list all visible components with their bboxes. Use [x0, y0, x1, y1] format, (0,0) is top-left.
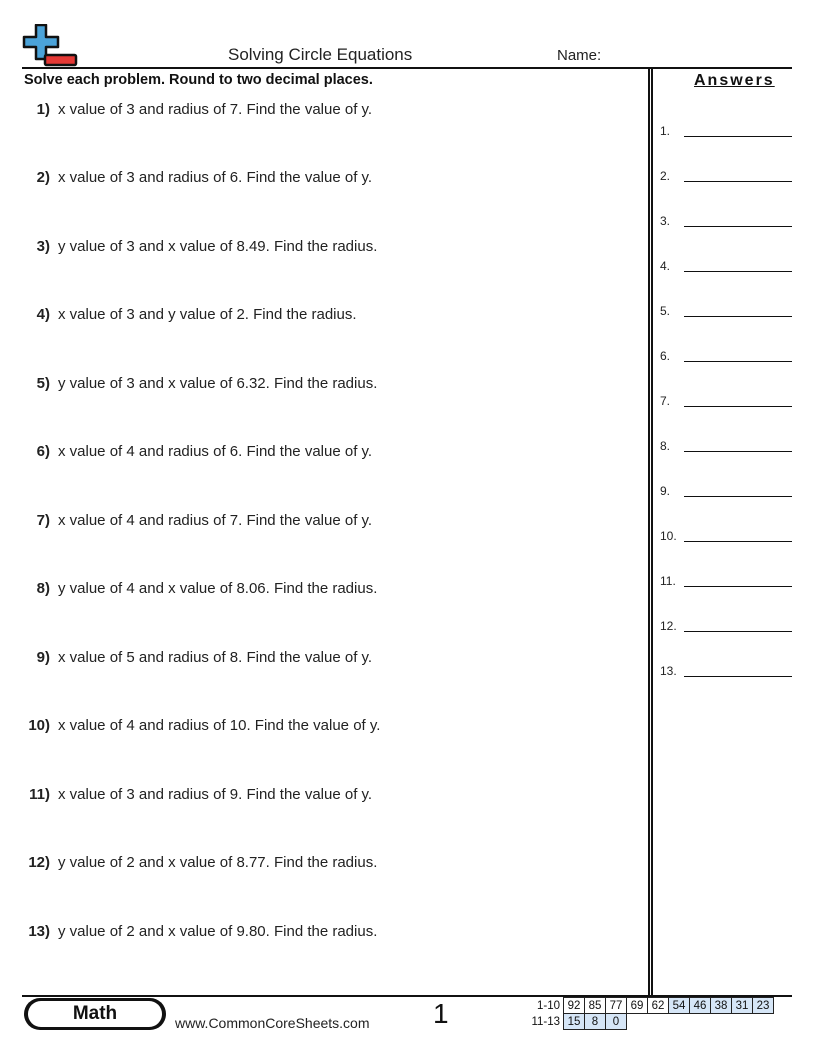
problem-item — [22, 786, 372, 803]
answer-label: 11. — [660, 574, 676, 588]
name-label: Name: — [557, 47, 602, 64]
problem-text: y value of 3 and x value of 6.32. Find the radius. — [58, 375, 378, 392]
answer-line — [684, 361, 792, 362]
problem-number: 10) — [28, 717, 50, 734]
problem-number: 4) — [36, 306, 50, 323]
problem-number: 12) — [28, 854, 50, 871]
answer-blank[interactable] — [660, 304, 670, 318]
problem-item — [22, 649, 372, 666]
score-cell: 92 — [564, 998, 585, 1014]
score-row — [528, 998, 774, 1014]
answer-line — [684, 676, 792, 677]
answer-label: 12. — [660, 619, 677, 633]
problem-number: 9) — [36, 649, 50, 666]
score-cell: 15 — [564, 1014, 585, 1030]
score-row — [528, 1014, 774, 1030]
score-cell: 77 — [606, 998, 627, 1014]
score-row-label: 11-13 — [531, 1015, 560, 1028]
problem-number: 6) — [36, 443, 50, 460]
problem-text: y value of 3 and x value of 8.49. Find the radius. — [58, 238, 378, 255]
score-table — [528, 997, 774, 1030]
answer-label: 9. — [660, 484, 671, 498]
answer-label: 13. — [660, 664, 677, 678]
problem-text: x value of 4 and radius of 10. Find the value of y. — [58, 717, 381, 734]
problem-text: y value of 2 and x value of 9.80. Find the radius. — [58, 923, 378, 940]
problem-item — [22, 238, 377, 255]
problem-item — [22, 854, 377, 871]
page-number: 1 — [433, 998, 449, 1029]
worksheet-title: Solving Circle Equations — [228, 45, 413, 64]
problem-number: 3) — [36, 238, 50, 255]
problem-number: 13) — [28, 923, 50, 940]
problem-number: 7) — [36, 512, 50, 529]
answer-blank[interactable] — [660, 259, 670, 273]
problem-text: x value of 3 and radius of 7. Find the value of y. — [58, 101, 373, 118]
score-cell: 38 — [711, 998, 732, 1014]
problem-text: y value of 2 and x value of 8.77. Find the radius. — [58, 854, 378, 871]
problem-item — [22, 306, 357, 323]
header-divider — [22, 67, 792, 69]
score-row-label: 1-10 — [536, 999, 560, 1012]
answer-blank[interactable] — [660, 394, 670, 408]
answer-column-divider — [648, 67, 653, 996]
answer-line — [684, 631, 792, 632]
answer-blank[interactable] — [660, 619, 677, 633]
answer-label: 1. — [660, 124, 671, 138]
score-cell: 69 — [627, 998, 648, 1014]
problem-item — [22, 101, 372, 118]
problem-item — [22, 443, 372, 460]
problem-number: 8) — [36, 580, 50, 597]
answer-line — [684, 226, 792, 227]
problem-text: x value of 3 and radius of 6. Find the value of y. — [58, 169, 373, 186]
answer-line — [684, 316, 792, 317]
score-cell: 62 — [648, 998, 669, 1014]
problem-item — [22, 580, 377, 597]
problem-item — [22, 923, 377, 940]
score-cell: 54 — [669, 998, 690, 1014]
answer-blank[interactable] — [660, 349, 670, 363]
problem-number: 2) — [36, 169, 50, 186]
score-cell: 8 — [585, 1014, 606, 1030]
answer-label: 8. — [660, 439, 671, 453]
answer-line — [684, 181, 792, 182]
answer-line — [684, 496, 792, 497]
answer-label: 2. — [660, 169, 671, 183]
subject-badge — [24, 998, 166, 1030]
problem-item — [22, 512, 372, 529]
score-cell: 23 — [753, 998, 774, 1014]
answer-label: 4. — [660, 259, 671, 273]
score-cell: 46 — [690, 998, 711, 1014]
score-cell: 31 — [732, 998, 753, 1014]
score-cell: 85 — [585, 998, 606, 1014]
problem-text: x value of 5 and radius of 8. Find the value of y. — [58, 649, 373, 666]
score-cell: 0 — [606, 1014, 627, 1030]
problem-item — [22, 375, 377, 392]
commoncoresheets-logo-icon — [22, 24, 80, 68]
problem-text: x value of 3 and radius of 9. Find the value of y. — [58, 786, 373, 803]
instructions: Solve each problem. Round to two decimal places. — [24, 72, 373, 88]
answer-blank[interactable] — [660, 529, 677, 543]
answer-blank[interactable] — [660, 484, 670, 498]
answer-label: 10. — [660, 529, 677, 543]
answer-label: 3. — [660, 214, 671, 228]
answer-blank[interactable] — [660, 664, 677, 678]
answer-blank[interactable] — [660, 214, 670, 228]
answer-blank[interactable] — [660, 439, 670, 453]
problem-text: x value of 4 and radius of 7. Find the value of y. — [58, 512, 373, 529]
problem-item — [22, 717, 380, 734]
subject-label: Math — [28, 1001, 162, 1027]
problem-text: y value of 4 and x value of 8.06. Find the radius. — [58, 580, 378, 597]
answer-blank[interactable] — [660, 169, 670, 183]
problem-number: 5) — [36, 375, 50, 392]
answer-line — [684, 541, 792, 542]
answer-line — [684, 406, 792, 407]
problem-number: 1) — [36, 101, 50, 118]
answer-blank[interactable] — [660, 574, 676, 588]
answer-line — [684, 136, 792, 137]
answer-blank[interactable] — [660, 124, 670, 138]
problem-text: x value of 3 and y value of 2. Find the radius. — [58, 306, 357, 323]
answer-label: 7. — [660, 394, 671, 408]
answer-label: 5. — [660, 304, 671, 318]
answer-line — [684, 451, 792, 452]
answers-heading: Answers — [694, 72, 775, 89]
answer-label: 6. — [660, 349, 671, 363]
website-link[interactable]: www.CommonCoreSheets.com — [175, 1015, 370, 1031]
problem-item — [22, 169, 372, 186]
problem-text: x value of 4 and radius of 6. Find the value of y. — [58, 443, 373, 460]
problem-number: 11) — [29, 786, 50, 803]
answer-line — [684, 271, 792, 272]
answer-line — [684, 586, 792, 587]
